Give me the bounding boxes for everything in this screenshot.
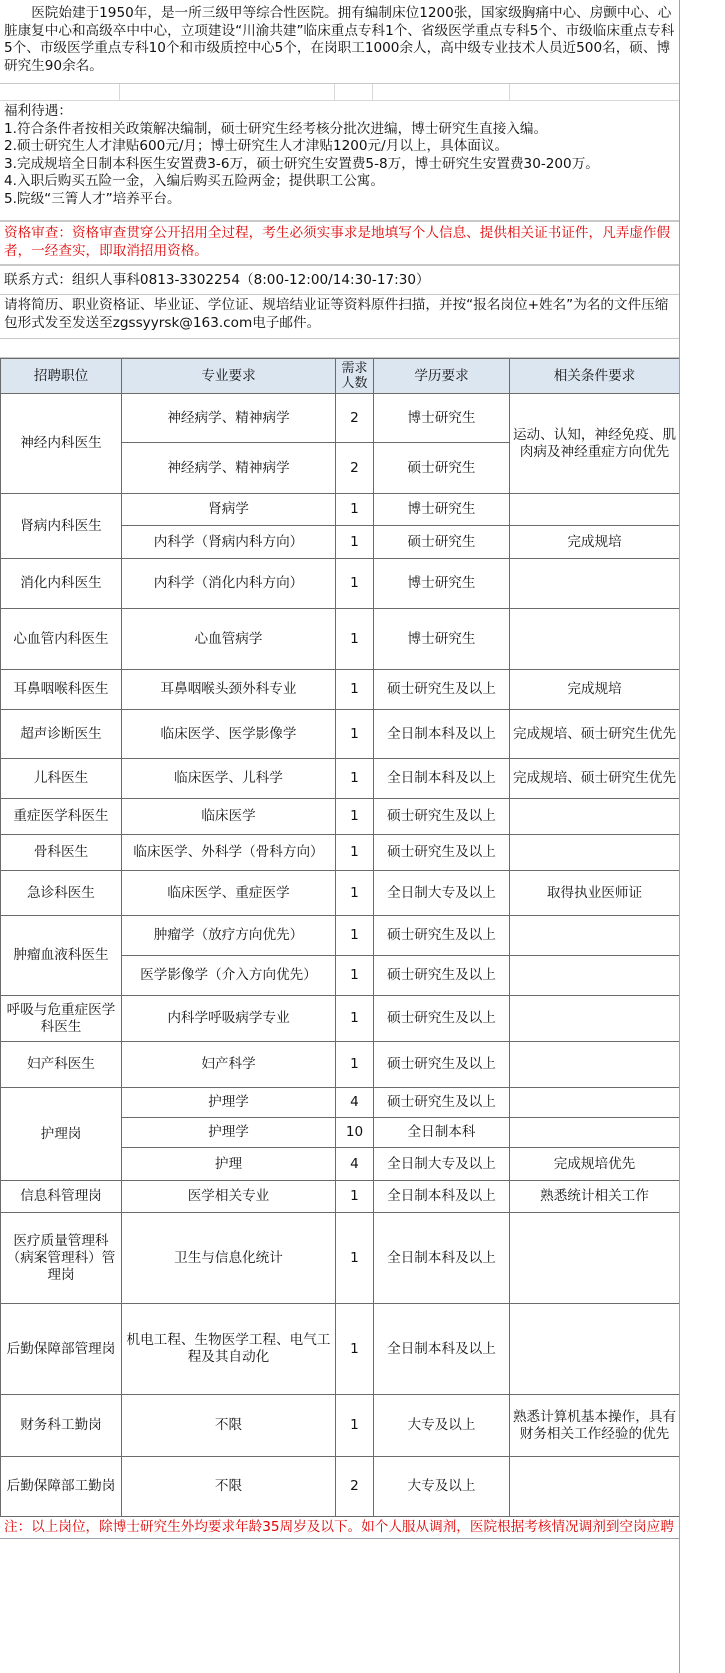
benefit-item: 2.硕士研究生人才津贴600元/月；博士研究生人才津贴1200元/月以上，具体面议。 xyxy=(4,138,509,154)
position-cell: 神经内科医生 xyxy=(1,394,122,494)
benefit-item: 1.符合条件者按相关政策解决编制，硕士研究生经考核分批次进编，博士研究生直接入编。 xyxy=(4,120,548,137)
major-cell: 不限 xyxy=(122,1457,336,1517)
table-row xyxy=(1,609,680,670)
conditions-cell: 运动、认知，神经免疫、肌肉病及神经重症方向优先 xyxy=(510,394,680,494)
position-cell: 超声诊断医生 xyxy=(1,710,122,759)
education-cell: 全日制大专及以上 xyxy=(374,871,510,916)
position-cell: 耳鼻咽喉科医生 xyxy=(1,670,122,710)
header-position: 招聘职位 xyxy=(1,359,122,394)
footnote xyxy=(0,1517,680,1539)
positions-table xyxy=(0,358,680,1517)
count-cell: 1 xyxy=(336,1181,374,1213)
count-cell: 1 xyxy=(336,871,374,916)
count-cell: 2 xyxy=(336,394,374,443)
table-row xyxy=(1,1304,680,1395)
conditions-cell: 熟悉计算机基本操作，具有财务相关工作经验的优先 xyxy=(510,1395,680,1457)
education-cell: 硕士研究生及以上 xyxy=(374,956,510,996)
major-cell: 内科学（消化内科方向） xyxy=(122,559,336,609)
empty-grid-row xyxy=(0,84,680,101)
major-cell: 肾病学 xyxy=(122,494,336,526)
position-cell: 后勤保障部管理岗 xyxy=(1,1304,122,1395)
submission-instructions xyxy=(0,295,680,339)
major-cell: 医学影像学（介入方向优先） xyxy=(122,956,336,996)
count-cell: 1 xyxy=(336,956,374,996)
conditions-cell xyxy=(510,996,680,1042)
hospital-intro xyxy=(0,0,680,84)
table-row xyxy=(1,1042,680,1088)
table-row xyxy=(1,871,680,916)
footnote-text: 注：以上岗位，除博士研究生外均要求年龄35周岁及以下。如个人服从调剂，医院根据考核情况调剂到空岗应聘 xyxy=(4,1519,674,1535)
position-cell: 重症医学科医生 xyxy=(1,799,122,835)
position-cell: 医疗质量管理科（病案管理科）管理岗 xyxy=(1,1213,122,1304)
submit-text: 请将简历、职业资格证、毕业证、学位证、规培结业证等资料原件扫描，并按“报名岗位+姓名”为名的文件压缩包形式发至发送至zgssyyrsk@163.com电子邮件。 xyxy=(4,297,669,331)
education-cell: 全日制大专及以上 xyxy=(374,1148,510,1181)
education-cell: 硕士研究生及以上 xyxy=(374,916,510,956)
education-cell: 全日制本科 xyxy=(374,1118,510,1148)
education-cell: 硕士研究生及以上 xyxy=(374,1088,510,1118)
audit-text: 资格审查：资格审查贯穿公开招用全过程，考生必须实事求是地填写个人信息、提供相关证书证件，凡弄虚作假者，一经查实，即取消招用资格。 xyxy=(4,225,671,259)
conditions-cell xyxy=(510,956,680,996)
contact-text: 联系方式：组织人事科0813-3302254（8:00-12:00/14:30-17:30） xyxy=(4,272,430,288)
header-major: 专业要求 xyxy=(122,359,336,394)
conditions-cell: 完成规培、硕士研究生优先 xyxy=(510,710,680,759)
count-cell: 1 xyxy=(336,1395,374,1457)
major-cell: 神经病学、精神病学 xyxy=(122,394,336,443)
conditions-cell: 完成规培 xyxy=(510,670,680,710)
education-cell: 硕士研究生及以上 xyxy=(374,1042,510,1088)
table-row xyxy=(1,759,680,799)
education-cell: 博士研究生 xyxy=(374,559,510,609)
intro-text: 医院始建于1950年，是一所三级甲等综合性医院。拥有编制床位1200张，国家级胸痛中心、房颤中心、心脏康复中心和高级卒中中心，立项建设“川渝共建”临床重点专科1个、省级医学重点专科5个、市级临床重点专科5个、市级医学重点专科10个和市级质控中心5个，在岗职工1000余人，高中级专业技术人员近500名，硕、博研究生90余名。 xyxy=(4,5,675,74)
benefits-title: 福利待遇： xyxy=(4,103,72,119)
count-cell: 4 xyxy=(336,1088,374,1118)
count-cell: 1 xyxy=(336,559,374,609)
position-cell: 妇产科医生 xyxy=(1,1042,122,1088)
count-cell: 1 xyxy=(336,526,374,559)
table-row xyxy=(1,996,680,1042)
table-row xyxy=(1,710,680,759)
major-cell: 卫生与信息化统计 xyxy=(122,1213,336,1304)
count-cell: 1 xyxy=(336,1213,374,1304)
education-cell: 全日制本科及以上 xyxy=(374,710,510,759)
table-row xyxy=(1,916,680,956)
education-cell: 硕士研究生及以上 xyxy=(374,670,510,710)
education-cell: 硕士研究生 xyxy=(374,443,510,494)
major-cell: 临床医学、儿科学 xyxy=(122,759,336,799)
education-cell: 全日制本科及以上 xyxy=(374,1181,510,1213)
count-cell: 1 xyxy=(336,835,374,871)
header-count: 需求人数 xyxy=(336,359,374,394)
conditions-cell: 完成规培、硕士研究生优先 xyxy=(510,759,680,799)
conditions-cell: 取得执业医师证 xyxy=(510,871,680,916)
table-row xyxy=(1,1088,680,1118)
education-cell: 全日制本科及以上 xyxy=(374,759,510,799)
benefit-item: 5.院级“三箐人才”培养平台。 xyxy=(4,190,181,207)
major-cell: 临床医学、重症医学 xyxy=(122,871,336,916)
major-cell: 不限 xyxy=(122,1395,336,1457)
count-cell: 1 xyxy=(336,916,374,956)
education-cell: 大专及以上 xyxy=(374,1457,510,1517)
position-cell: 心血管内科医生 xyxy=(1,609,122,670)
major-cell: 护理学 xyxy=(122,1118,336,1148)
table-row xyxy=(1,394,680,443)
count-cell: 10 xyxy=(336,1118,374,1148)
position-cell: 急诊科医生 xyxy=(1,871,122,916)
conditions-cell: 熟悉统计相关工作 xyxy=(510,1181,680,1213)
conditions-cell xyxy=(510,609,680,670)
conditions-cell xyxy=(510,916,680,956)
benefit-item: 3.完成规培全日制本科医生安置费3-6万，硕士研究生安置费5-8万，博士研究生安置费30-200万。 xyxy=(4,155,599,172)
conditions-cell xyxy=(510,1457,680,1517)
conditions-cell xyxy=(510,1304,680,1395)
conditions-cell xyxy=(510,1118,680,1148)
spacer-row xyxy=(0,339,680,358)
conditions-cell xyxy=(510,1042,680,1088)
header-education: 学历要求 xyxy=(374,359,510,394)
position-cell: 后勤保障部工勤岗 xyxy=(1,1457,122,1517)
major-cell: 临床医学、医学影像学 xyxy=(122,710,336,759)
major-cell: 肿瘤学（放疗方向优先） xyxy=(122,916,336,956)
contact-info xyxy=(0,265,680,295)
education-cell: 大专及以上 xyxy=(374,1395,510,1457)
conditions-cell xyxy=(510,1088,680,1118)
table-row xyxy=(1,1181,680,1213)
position-cell: 肿瘤血液科医生 xyxy=(1,916,122,996)
count-cell: 1 xyxy=(336,494,374,526)
major-cell: 临床医学、外科学（骨科方向） xyxy=(122,835,336,871)
major-cell: 心血管病学 xyxy=(122,609,336,670)
table-row xyxy=(1,559,680,609)
conditions-cell xyxy=(510,799,680,835)
table-row xyxy=(1,1213,680,1304)
count-cell: 4 xyxy=(336,1148,374,1181)
count-cell: 1 xyxy=(336,996,374,1042)
major-cell: 神经病学、精神病学 xyxy=(122,443,336,494)
major-cell: 临床医学 xyxy=(122,799,336,835)
count-cell: 2 xyxy=(336,1457,374,1517)
position-cell: 骨科医生 xyxy=(1,835,122,871)
position-cell: 消化内科医生 xyxy=(1,559,122,609)
education-cell: 硕士研究生及以上 xyxy=(374,835,510,871)
conditions-cell: 完成规培 xyxy=(510,526,680,559)
conditions-cell xyxy=(510,494,680,526)
count-cell: 1 xyxy=(336,670,374,710)
table-row xyxy=(1,799,680,835)
education-cell: 硕士研究生 xyxy=(374,526,510,559)
table-row xyxy=(1,835,680,871)
position-cell: 护理岗 xyxy=(1,1088,122,1181)
conditions-cell: 完成规培优先 xyxy=(510,1148,680,1181)
major-cell: 妇产科学 xyxy=(122,1042,336,1088)
position-cell: 呼吸与危重症医学科医生 xyxy=(1,996,122,1042)
count-cell: 1 xyxy=(336,1304,374,1395)
benefits-section xyxy=(0,101,680,221)
count-cell: 1 xyxy=(336,609,374,670)
education-cell: 博士研究生 xyxy=(374,609,510,670)
position-cell: 信息科管理岗 xyxy=(1,1181,122,1213)
conditions-cell xyxy=(510,559,680,609)
table-row xyxy=(1,1457,680,1517)
major-cell: 护理 xyxy=(122,1148,336,1181)
count-cell: 1 xyxy=(336,759,374,799)
count-cell: 1 xyxy=(336,799,374,835)
education-cell: 博士研究生 xyxy=(374,394,510,443)
position-cell: 肾病内科医生 xyxy=(1,494,122,559)
count-cell: 1 xyxy=(336,1042,374,1088)
benefit-item: 4.入职后购买五险一金，入编后购买五险两金；提供职工公寓。 xyxy=(4,173,384,189)
table-row xyxy=(1,494,680,526)
education-cell: 硕士研究生及以上 xyxy=(374,799,510,835)
count-cell: 2 xyxy=(336,443,374,494)
major-cell: 耳鼻咽喉头颈外科专业 xyxy=(122,670,336,710)
major-cell: 内科学（肾病内科方向） xyxy=(122,526,336,559)
education-cell: 全日制本科及以上 xyxy=(374,1213,510,1304)
position-cell: 财务科工勤岗 xyxy=(1,1395,122,1457)
table-header-row xyxy=(1,359,680,394)
major-cell: 内科学呼吸病学专业 xyxy=(122,996,336,1042)
qualification-audit xyxy=(0,221,680,265)
education-cell: 硕士研究生及以上 xyxy=(374,996,510,1042)
major-cell: 医学相关专业 xyxy=(122,1181,336,1213)
education-cell: 全日制本科及以上 xyxy=(374,1304,510,1395)
education-cell: 博士研究生 xyxy=(374,494,510,526)
major-cell: 机电工程、生物医学工程、电气工程及其自动化 xyxy=(122,1304,336,1395)
conditions-cell xyxy=(510,835,680,871)
table-row xyxy=(1,670,680,710)
position-cell: 儿科医生 xyxy=(1,759,122,799)
table-row xyxy=(1,1395,680,1457)
major-cell: 护理学 xyxy=(122,1088,336,1118)
count-cell: 1 xyxy=(336,710,374,759)
header-conditions: 相关条件要求 xyxy=(510,359,680,394)
conditions-cell xyxy=(510,1213,680,1304)
